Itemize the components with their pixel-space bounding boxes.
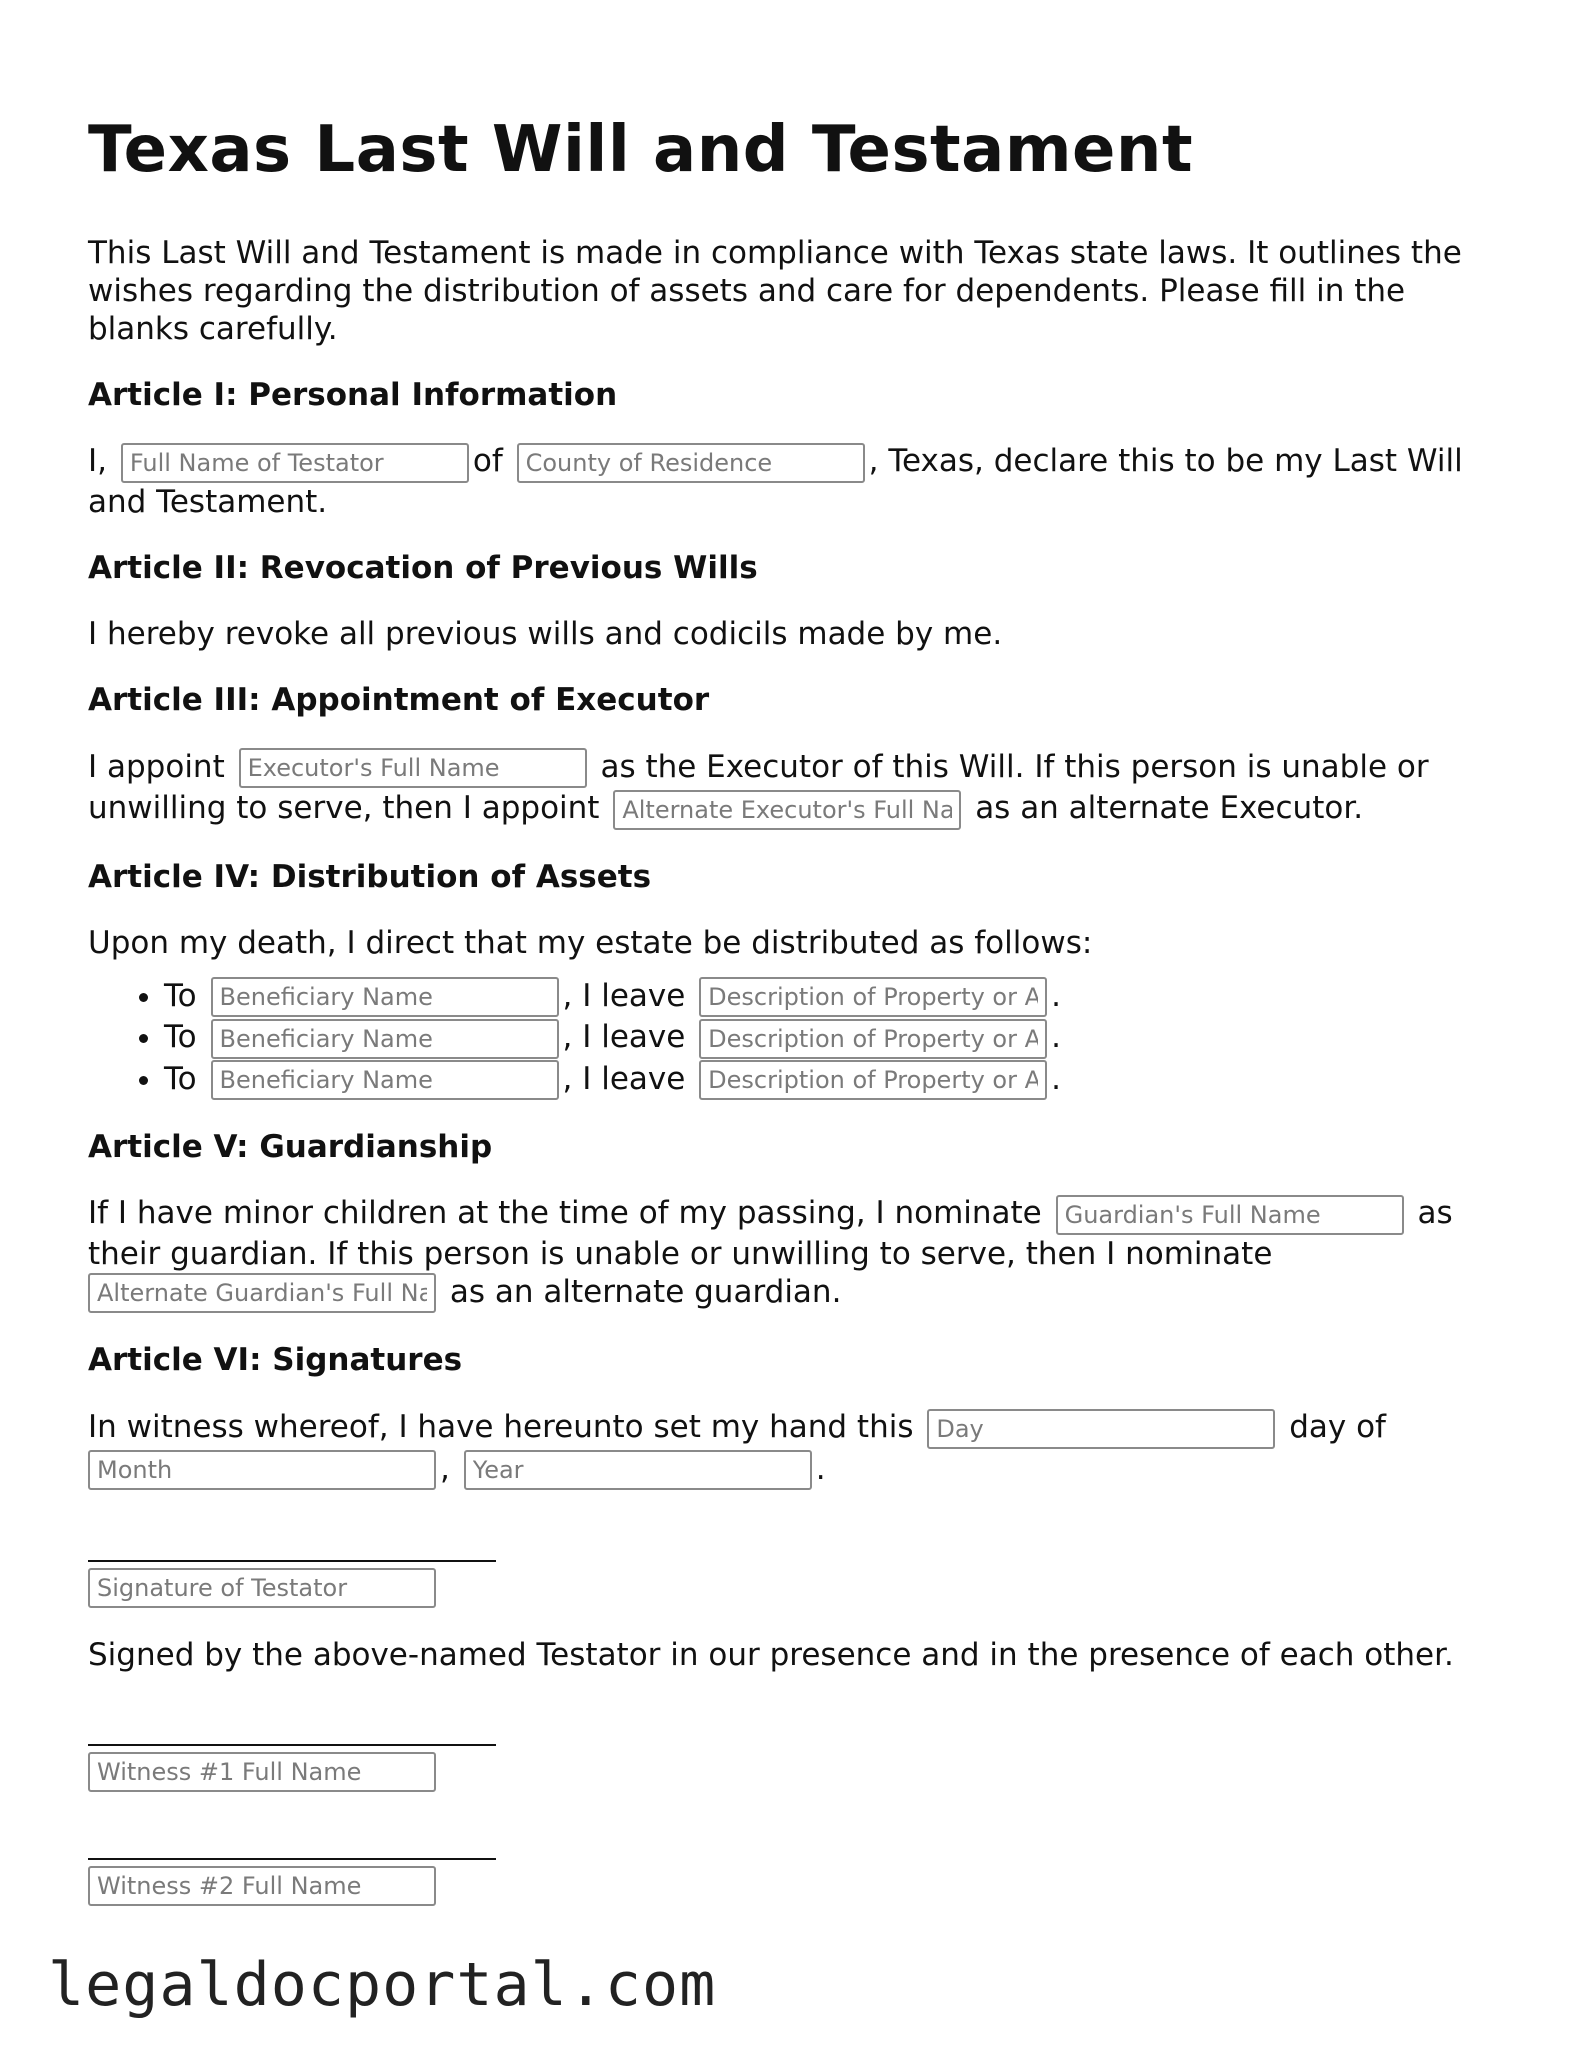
- period: .: [815, 1450, 826, 1487]
- leave-label: , I leave: [562, 1019, 686, 1055]
- alt-guardian-name-input[interactable]: [88, 1273, 436, 1313]
- article-4-heading: Article IV: Distribution of Assets: [88, 858, 652, 895]
- article-1-text-of: of: [472, 443, 503, 479]
- period: .: [1051, 977, 1062, 1014]
- article-6-heading: Article VI: Signatures: [88, 1342, 463, 1378]
- alt-executor-name-input[interactable]: [613, 790, 961, 830]
- property-description-input[interactable]: [699, 977, 1047, 1017]
- signature-line: [88, 1530, 496, 1562]
- property-description-input[interactable]: [699, 1060, 1047, 1100]
- to-label: To: [164, 1019, 197, 1055]
- property-description-input[interactable]: [699, 1019, 1047, 1059]
- witness-1-signature-block: [88, 1714, 1498, 1792]
- article-1-text: [88, 442, 1498, 521]
- leave-label: , I leave: [562, 977, 686, 1014]
- article-4-text: Upon my death, I direct that my estate be distributed as follows:: [88, 924, 1093, 961]
- intro-paragraph: This Last Will and Testament is made in compliance with Texas state laws. It outlines the wishes regarding the distribution of assets and care for dependents. Please fill in the blanks carefully.: [88, 235, 1462, 347]
- county-input[interactable]: [517, 443, 865, 483]
- day-input[interactable]: [927, 1409, 1275, 1449]
- comma: ,: [440, 1450, 450, 1487]
- article-1-text-before: I,: [88, 443, 107, 479]
- beneficiary-name-input[interactable]: [211, 977, 559, 1017]
- to-label: To: [164, 1060, 197, 1097]
- to-label: To: [164, 977, 197, 1014]
- site-watermark: legaldocportal.com: [48, 1950, 717, 2020]
- witness-1-name-input[interactable]: [88, 1752, 436, 1792]
- period: .: [1051, 1060, 1062, 1097]
- article-3-text-after: as an alternate Executor.: [975, 790, 1364, 826]
- witness-statement: Signed by the above-named Testator in our presence and in the presence of each other.: [88, 1637, 1454, 1673]
- signature-line: [88, 1828, 496, 1860]
- article-5-text-before: If I have minor children at the time of my passing, I nominate: [88, 1195, 1042, 1231]
- article-3-heading: Article III: Appointment of Executor: [88, 681, 710, 718]
- testator-name-input[interactable]: [121, 443, 469, 483]
- year-input[interactable]: [464, 1450, 812, 1490]
- will-document: [88, 110, 1498, 1934]
- leave-label: , I leave: [562, 1060, 686, 1097]
- period: .: [1051, 1019, 1062, 1055]
- article-3-text-middle: as the Executor of this Will. If this person is unable or unwilling to serve, then I appoint: [88, 748, 1429, 826]
- witness-2-signature-block: [88, 1828, 1498, 1906]
- article-6-text: [88, 1407, 1498, 1490]
- article-1-text-after: , Texas, declare this to be my Last Will and Testament.: [88, 443, 1463, 520]
- article-1-heading: Article I: Personal Information: [88, 377, 618, 413]
- beneficiary-name-input[interactable]: [211, 1060, 559, 1100]
- month-input[interactable]: [88, 1450, 436, 1490]
- page-title: Texas Last Will and Testament: [88, 113, 1194, 187]
- guardian-name-input[interactable]: [1056, 1195, 1404, 1235]
- article-5-text-after: as an alternate guardian.: [449, 1273, 842, 1310]
- list-item: [164, 976, 1498, 1018]
- list-item: [164, 1059, 1498, 1101]
- article-2-heading: Article II: Revocation of Previous Wills: [88, 549, 758, 586]
- article-5-text: [88, 1194, 1498, 1313]
- beneficiary-name-input[interactable]: [211, 1019, 559, 1059]
- article-6-day-of: day of: [1289, 1409, 1386, 1445]
- testator-signature-block: [88, 1530, 1498, 1608]
- article-2-text: I hereby revoke all previous wills and codicils made by me.: [88, 615, 1003, 652]
- article-5-text-middle: as their guardian. If this person is unable or unwilling to serve, then I nominate: [88, 1195, 1453, 1272]
- article-5-heading: Article V: Guardianship: [88, 1129, 493, 1165]
- article-3-text-before: I appoint: [88, 748, 225, 785]
- article-3-text: [88, 747, 1498, 830]
- signature-line: [88, 1714, 496, 1746]
- testator-signature-input[interactable]: [88, 1568, 436, 1608]
- distribution-list: [88, 976, 1498, 1101]
- list-item: [164, 1017, 1498, 1059]
- witness-2-name-input[interactable]: [88, 1866, 436, 1906]
- executor-name-input[interactable]: [239, 748, 587, 788]
- article-6-text-before: In witness whereof, I have hereunto set my hand this: [88, 1409, 914, 1445]
